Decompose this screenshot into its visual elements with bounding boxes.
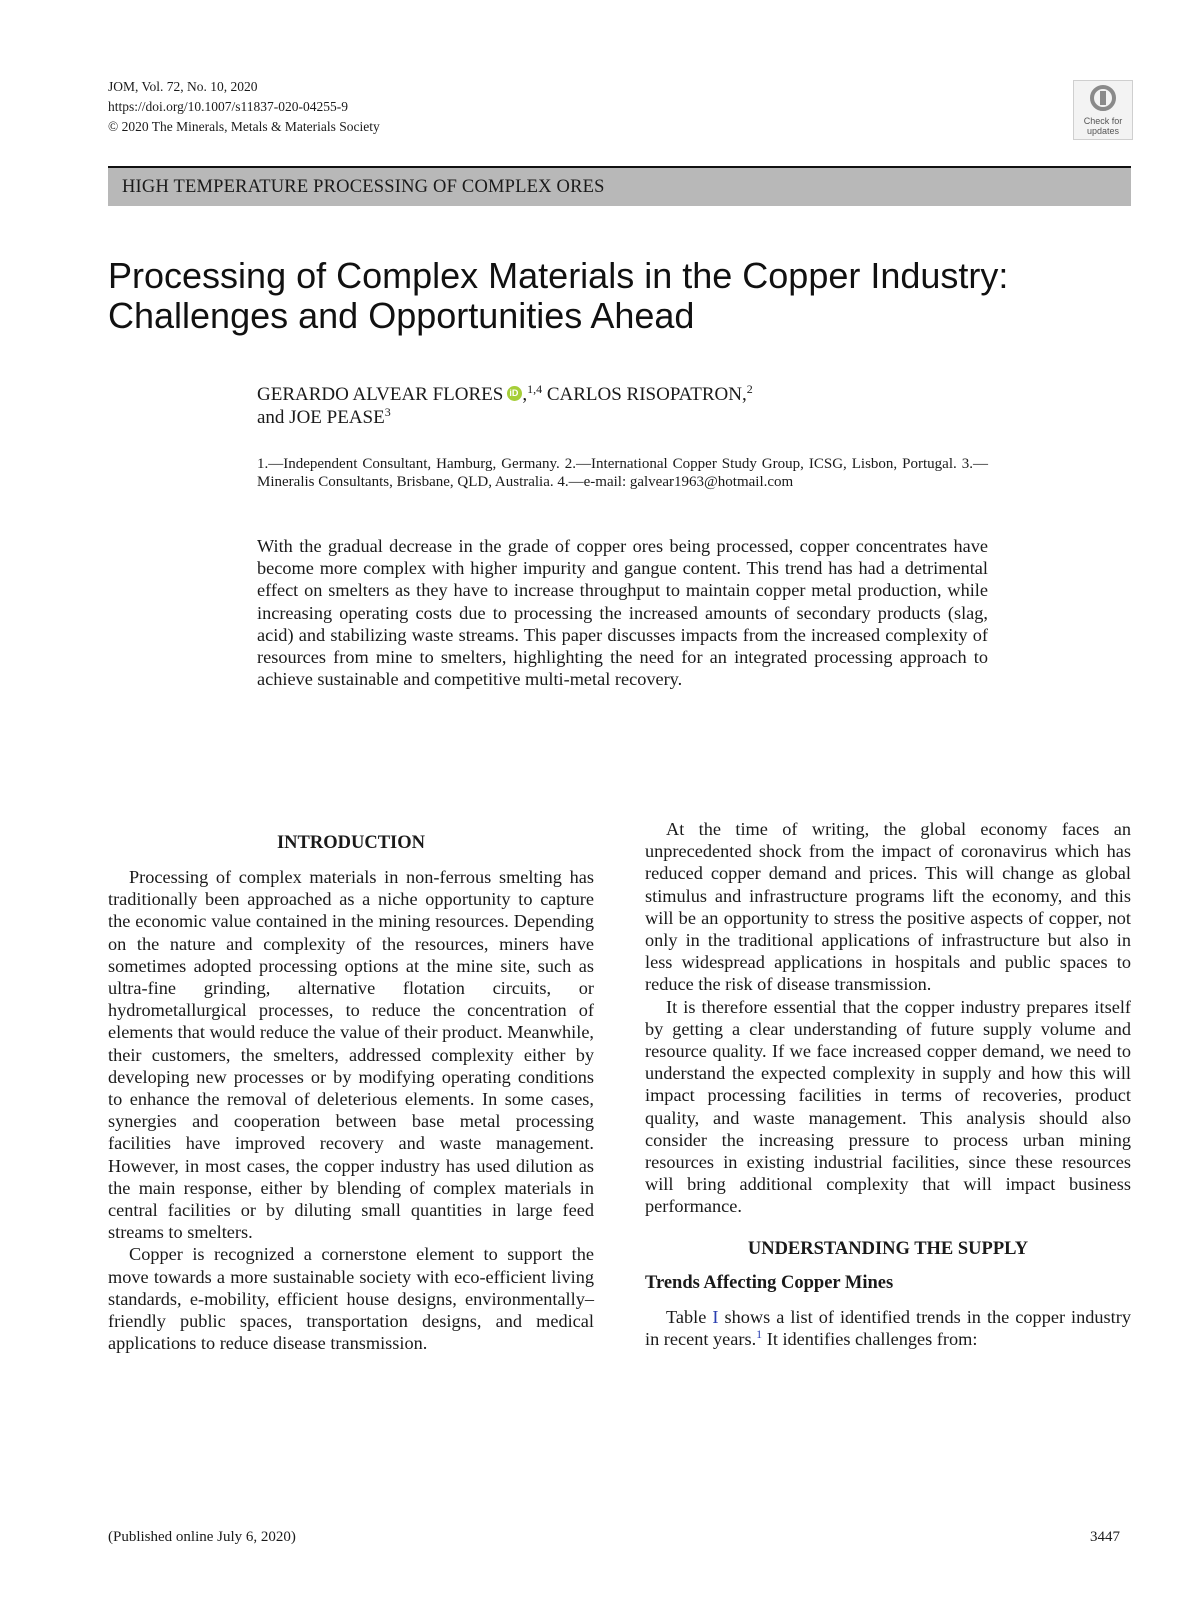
body-paragraph: Copper is recognized a cornerstone element to support the move towards a more sustainable society with eco-efficient living standards, e-mobility, efficient house designs, environmentally–friendly public spaces, transportation designs, and medical applications to reduce disease transmission. xyxy=(108,1244,594,1354)
author-affiliation-mark: 3 xyxy=(384,405,391,419)
page-number: 3447 xyxy=(1090,1529,1120,1545)
publication-date: (Published online July 6, 2020) xyxy=(108,1529,296,1545)
author-list xyxy=(257,383,997,429)
left-column xyxy=(108,832,594,1354)
author-name: CARLOS RISOPATRON, xyxy=(546,384,747,405)
crossmark-label-line1: Check for xyxy=(1083,116,1123,126)
body-paragraph xyxy=(645,1306,1131,1350)
subsection-heading: Trends Affecting Copper Mines xyxy=(645,1272,894,1293)
article-metadata xyxy=(108,77,380,137)
text-run: shows a list of identified trends in the copper industry in recent years. xyxy=(645,1306,1131,1349)
body-paragraph: Processing of complex materials in non-ferrous smelting has traditionally been approached as a niche opportunity to capture the economic value contained in the mining resources. Depending on the nature and complexity of the resources, miners have sometimes adopted processing options at the mine site, such as ultra-fine grinding, alternative flotation circuits, or hydrometallurgical processes, to reduce the concentration of elements that would reduce the value of their product. Meanwhile, their customers, the smelters, addressed complexity either by developing new processes or by modifying operating conditions to enhance the removal of deleterious elements. In some cases, synergies and cooperation between base metal processing facilities have improved recovery and waste management. However, in most cases, the copper industry has used dilution as the main response, either by blending of complex materials in central facilities or by diluting small quantities in large feed streams to smelters. xyxy=(108,867,594,1243)
table-reference-link[interactable]: I xyxy=(712,1306,719,1327)
orcid-icon[interactable] xyxy=(507,386,522,401)
crossmark-icon xyxy=(1090,85,1116,111)
text-run: It identifies challenges from: xyxy=(762,1328,978,1349)
journal-citation: JOM, Vol. 72, No. 10, 2020 xyxy=(108,79,258,94)
check-for-updates-badge[interactable] xyxy=(1073,80,1133,140)
author-line-1: GERARDO ALVEAR FLORESiD ,$^{1,4}$ CARLOS RISOPATRON,$^2$ xyxy=(257,383,997,406)
author-line-2 xyxy=(257,406,997,429)
copyright-line: © 2020 The Minerals, Metals & Materials Society xyxy=(108,119,380,134)
doi-link[interactable]: https://doi.org/10.1007/s11837-020-04255-9 xyxy=(108,99,349,114)
body-paragraph: It is therefore essential that the copper industry prepares itself by getting a clear understanding of future supply volume and resource quality. If we face increased copper demand, we need to understand the expected complexity in supply and how this will impact processing facilities in terms of recoveries, product quality, and waste management. This analysis should also consider the increasing pressure to process urban mining resources in existing industrial facilities, since these resources will bring additional complexity that will impact business performance. xyxy=(645,996,1131,1217)
crossmark-label-line2: updates xyxy=(1086,126,1120,136)
title-line-1: Processing of Complex Materials in the Copper Industry: xyxy=(108,255,1009,296)
section-banner-text: HIGH TEMPERATURE PROCESSING OF COMPLEX ORES xyxy=(122,177,605,197)
text-run: Table xyxy=(666,1306,713,1327)
article-title xyxy=(108,256,1131,336)
abstract: With the gradual decrease in the grade of copper ores being processed, copper concentrates have become more complex with higher impurity and gangue content. This trend has had a detrimental effect on smelters as they have to increase throughput to maintain copper metal production, while increasing operating costs due to processing the increased amounts of secondary products (slag, acid) and stabilizing waste streams. This paper discusses impacts from the increased complexity of resources from mine to smelters, highlighting the need for an integrated processing approach to achieve sustainable and competitive multi-metal recovery. xyxy=(257,536,988,690)
author-affiliation-mark: 1,4 xyxy=(527,382,543,396)
affiliations: 1.—Independent Consultant, Hamburg, Germany. 2.—International Copper Study Group, ICSG, Lisbon, Portugal. 3.—Mineralis Consultants, Brisbane, QLD, Australia. 4.—e-mail: galvear1963@hotmail.com xyxy=(257,456,988,490)
section-banner xyxy=(108,168,1131,206)
author-name: and JOE PEASE xyxy=(257,407,385,428)
citation-reference-link[interactable]: 1 xyxy=(756,1326,763,1341)
title-line-2: Challenges and Opportunities Ahead xyxy=(108,295,695,336)
author-name: GERARDO ALVEAR FLORES xyxy=(257,384,504,405)
section-heading-understanding-the-supply: UNDERSTANDING THE SUPPLY xyxy=(747,1238,1029,1259)
author-affiliation-mark: 2 xyxy=(746,382,753,396)
body-paragraph: At the time of writing, the global economy faces an unprecedented shock from the impact of coronavirus which has reduced copper demand and prices. This will change as global stimulus and infrastructure programs lift the economy, and this will be an opportunity to stress the positive aspects of copper, not only in the traditional applications of infrastructure but also in less widespread applications in hospitals and public spaces to reduce the risk of disease transmission. xyxy=(645,819,1131,995)
right-column xyxy=(645,818,1131,1350)
section-heading-introduction: INTRODUCTION xyxy=(276,833,426,853)
